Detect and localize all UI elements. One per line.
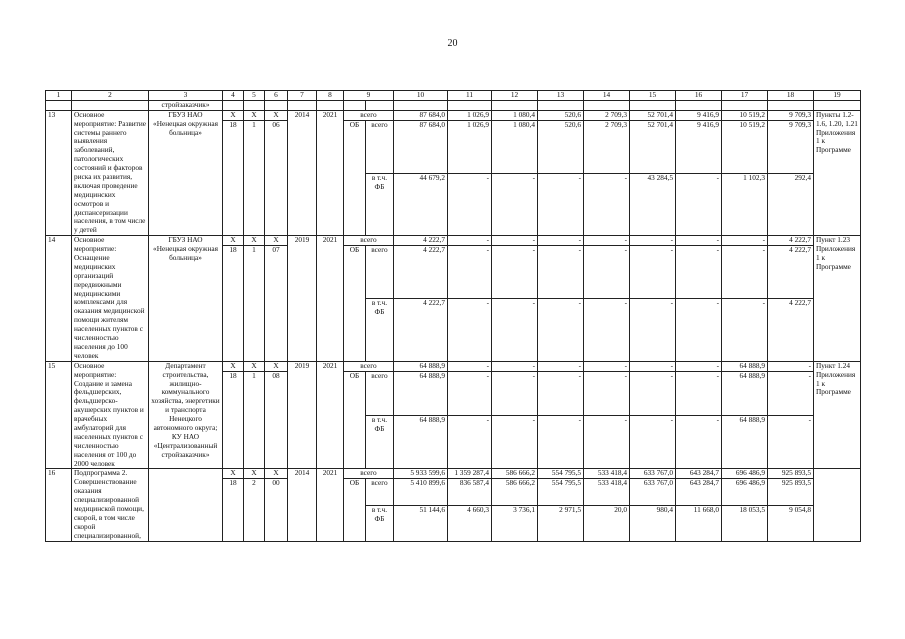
amount-cell: 52 701,4	[630, 110, 676, 120]
amount-cell: 9 709,3	[768, 120, 814, 173]
end-year: 2021	[317, 236, 344, 361]
start-year: 2019	[288, 361, 317, 469]
amount-cell: 64 888,9	[722, 361, 768, 371]
code-cell: 1	[244, 246, 265, 362]
amount-cell: -	[538, 299, 584, 361]
amount-cell: -	[630, 361, 676, 371]
empty-cell	[366, 100, 394, 110]
funding-source: ОБ	[344, 120, 366, 236]
amount-cell: 4 222,7	[768, 236, 814, 246]
amount-cell: -	[630, 246, 676, 299]
column-number: 11	[448, 91, 492, 101]
code-cell: 06	[265, 120, 288, 236]
empty-cell	[538, 100, 584, 110]
start-year: 2014	[288, 469, 317, 541]
column-number: 15	[630, 91, 676, 101]
amount-cell: 980,4	[630, 505, 676, 541]
empty-cell	[72, 100, 149, 110]
empty-cell	[630, 100, 676, 110]
amount-cell: 633 767,0	[630, 469, 676, 479]
responsible-executor	[149, 469, 223, 541]
amount-cell: -	[584, 174, 630, 236]
amount-cell: -	[630, 299, 676, 361]
column-number: 13	[538, 91, 584, 101]
funding-kind: всего	[344, 236, 394, 246]
amount-cell: 52 701,4	[630, 120, 676, 173]
amount-cell: -	[448, 174, 492, 236]
amount-cell: -	[492, 236, 538, 246]
row-number: 14	[46, 236, 72, 361]
measure-name: Подпрограмма 2. Совершенствование оказания специализированной медицинской помощи, скорой, в том числе скорой специализированной,	[72, 469, 149, 541]
amount-cell: 18 053,5	[722, 505, 768, 541]
amount-cell: 1 026,9	[448, 120, 492, 173]
amount-cell: -	[492, 416, 538, 469]
code-cell: Х	[223, 469, 244, 479]
amount-cell: 2 971,5	[538, 505, 584, 541]
end-year: 2021	[317, 361, 344, 469]
amount-cell: 554 795,5	[538, 469, 584, 479]
code-cell: 08	[265, 371, 288, 469]
code-cell: 00	[265, 479, 288, 541]
end-year: 2021	[317, 469, 344, 541]
amount-cell: -	[676, 174, 722, 236]
note-cell	[814, 469, 861, 541]
page-number: 20	[447, 38, 458, 49]
amount-cell: -	[722, 236, 768, 246]
funding-kind: всего	[344, 469, 394, 479]
amount-cell: 1 359 287,4	[448, 469, 492, 479]
program-table	[45, 90, 861, 542]
amount-cell: 4 222,7	[394, 236, 448, 246]
table-body	[46, 91, 861, 542]
amount-cell: 64 888,9	[394, 416, 448, 469]
amount-cell: 4 222,7	[394, 299, 448, 361]
funding-source: ОБ	[344, 371, 366, 469]
amount-cell: 10 519,2	[722, 110, 768, 120]
code-cell: 1	[244, 120, 265, 236]
table-row	[46, 236, 861, 246]
amount-cell: 533 418,4	[584, 469, 630, 479]
start-year: 2014	[288, 110, 317, 235]
funding-kind: всего	[366, 479, 394, 506]
amount-cell: -	[448, 416, 492, 469]
amount-cell: 2 709,3	[584, 120, 630, 173]
table-row	[46, 469, 861, 479]
amount-cell: 44 679,2	[394, 174, 448, 236]
end-year: 2021	[317, 110, 344, 235]
column-number: 7	[288, 91, 317, 101]
amount-cell: -	[492, 371, 538, 415]
carryover-row	[46, 100, 861, 110]
empty-cell	[676, 100, 722, 110]
amount-cell: 520,6	[538, 120, 584, 173]
amount-cell: -	[676, 246, 722, 299]
note-cell: Пункты 1.2-1.6, 1.20, 1.21 Приложения 1 к Программе	[814, 110, 861, 235]
amount-cell: 696 486,9	[722, 469, 768, 479]
amount-cell: 5 410 899,6	[394, 479, 448, 506]
amount-cell: 9 416,9	[676, 110, 722, 120]
code-cell: Х	[265, 361, 288, 371]
amount-cell: -	[630, 236, 676, 246]
code-cell: 07	[265, 246, 288, 362]
code-cell: Х	[244, 361, 265, 371]
code-cell: Х	[223, 110, 244, 120]
amount-cell: 925 893,5	[768, 479, 814, 506]
amount-cell: -	[492, 246, 538, 299]
funding-kind: в т.ч. ФБ	[366, 416, 394, 469]
amount-cell: 1 026,9	[448, 110, 492, 120]
code-cell: Х	[244, 469, 265, 479]
measure-name: Основное мероприятие: Создание и замена фельдшерских, фельдшерско-акушерских пунктов и врачебных амбулаторий для населенных пунктов с численностью населения от 100 до 2000 человек	[72, 361, 149, 469]
amount-cell: -	[538, 361, 584, 371]
note-cell: Пункт 1.23 Приложения 1 к Программе	[814, 236, 861, 361]
amount-cell: 586 666,2	[492, 479, 538, 506]
column-number: 6	[265, 91, 288, 101]
amount-cell: 87 684,0	[394, 120, 448, 173]
amount-cell: -	[676, 299, 722, 361]
amount-cell: 643 284,7	[676, 469, 722, 479]
empty-cell	[288, 100, 317, 110]
amount-cell: 836 587,4	[448, 479, 492, 506]
amount-cell: -	[630, 371, 676, 415]
empty-cell	[492, 100, 538, 110]
column-number: 2	[72, 91, 149, 101]
amount-cell: 643 284,7	[676, 479, 722, 506]
amount-cell: 696 486,9	[722, 479, 768, 506]
empty-cell	[223, 100, 244, 110]
amount-cell: -	[538, 174, 584, 236]
amount-cell: -	[722, 299, 768, 361]
row-number: 15	[46, 361, 72, 469]
amount-cell: -	[584, 236, 630, 246]
funding-kind: всего	[366, 120, 394, 173]
code-cell: 1	[244, 371, 265, 469]
amount-cell: 64 888,9	[394, 361, 448, 371]
column-number: 19	[814, 91, 861, 101]
amount-cell: 586 666,2	[492, 469, 538, 479]
empty-cell	[317, 100, 344, 110]
column-number: 5	[244, 91, 265, 101]
funding-kind: в т.ч. ФБ	[366, 174, 394, 236]
amount-cell: 4 222,7	[768, 299, 814, 361]
column-number: 14	[584, 91, 630, 101]
empty-cell	[768, 100, 814, 110]
code-cell: 18	[223, 479, 244, 541]
column-number: 12	[492, 91, 538, 101]
amount-cell: -	[768, 416, 814, 469]
amount-cell: 5 933 599,6	[394, 469, 448, 479]
amount-cell: -	[584, 416, 630, 469]
amount-cell: 925 893,5	[768, 469, 814, 479]
responsible-executor: ГБУЗ НАО «Ненецкая окружная больница»	[149, 236, 223, 361]
responsible-executor: ГБУЗ НАО «Ненецкая окружная больница»	[149, 110, 223, 235]
amount-cell: -	[676, 416, 722, 469]
code-cell: 18	[223, 371, 244, 469]
empty-cell	[394, 100, 448, 110]
amount-cell: 4 222,7	[394, 246, 448, 299]
empty-cell	[244, 100, 265, 110]
amount-cell: -	[538, 371, 584, 415]
amount-cell: 1 080,4	[492, 120, 538, 173]
amount-cell: 3 736,1	[492, 505, 538, 541]
funding-kind: всего	[344, 110, 394, 120]
amount-cell: 292,4	[768, 174, 814, 236]
column-number: 18	[768, 91, 814, 101]
carryover-cell: стройзаказчик»	[149, 100, 223, 110]
amount-cell: 4 660,3	[448, 505, 492, 541]
code-cell: Х	[265, 110, 288, 120]
note-cell: Пункт 1.24 Приложения 1 к Программе	[814, 361, 861, 469]
amount-cell: -	[584, 371, 630, 415]
measure-name: Основное мероприятие: Оснащение медицинских организаций передвижными медицинскими комплексами для оказания медицинской помощи жителям населенных пунктов с численностью населения до 100 человек	[72, 236, 149, 361]
funding-kind: всего	[366, 246, 394, 299]
amount-cell: 11 668,0	[676, 505, 722, 541]
amount-cell: 64 888,9	[394, 371, 448, 415]
empty-cell	[46, 100, 72, 110]
column-number: 4	[223, 91, 244, 101]
code-cell: Х	[223, 361, 244, 371]
amount-cell: 9 054,8	[768, 505, 814, 541]
column-number: 8	[317, 91, 344, 101]
column-number: 16	[676, 91, 722, 101]
amount-cell: 1 080,4	[492, 110, 538, 120]
amount-cell: -	[448, 371, 492, 415]
table-row	[46, 110, 861, 120]
code-cell: Х	[223, 236, 244, 246]
column-number: 17	[722, 91, 768, 101]
start-year: 2019	[288, 236, 317, 361]
amount-cell: 64 888,9	[722, 416, 768, 469]
amount-cell: 51 144,6	[394, 505, 448, 541]
code-cell: 18	[223, 246, 244, 362]
responsible-executor: Департамент строительства, жилищно-коммунального хозяйства, энергетики и транспорта Ненецкого автономного округа; КУ НАО «Централизованный стройзаказчик»	[149, 361, 223, 469]
empty-cell	[722, 100, 768, 110]
amount-cell: 10 519,2	[722, 120, 768, 173]
amount-cell: 87 684,0	[394, 110, 448, 120]
amount-cell: -	[448, 299, 492, 361]
code-cell: Х	[244, 110, 265, 120]
row-number: 13	[46, 110, 72, 235]
amount-cell: -	[768, 371, 814, 415]
amount-cell: -	[492, 299, 538, 361]
empty-cell	[344, 100, 366, 110]
amount-cell: 554 795,5	[538, 479, 584, 506]
funding-kind: в т.ч. ФБ	[366, 299, 394, 361]
amount-cell: -	[492, 361, 538, 371]
amount-cell: -	[584, 361, 630, 371]
empty-cell	[584, 100, 630, 110]
code-cell: Х	[265, 469, 288, 479]
amount-cell: -	[538, 246, 584, 299]
header-row	[46, 91, 861, 101]
amount-cell: -	[538, 236, 584, 246]
amount-cell: -	[448, 361, 492, 371]
amount-cell: -	[538, 416, 584, 469]
table-row	[46, 361, 861, 371]
amount-cell: -	[630, 416, 676, 469]
amount-cell: 633 767,0	[630, 479, 676, 506]
funding-source: ОБ	[344, 479, 366, 541]
amount-cell: -	[448, 236, 492, 246]
funding-kind: всего	[344, 361, 394, 371]
amount-cell: 2 709,3	[584, 110, 630, 120]
amount-cell: 1 102,3	[722, 174, 768, 236]
column-number: 3	[149, 91, 223, 101]
code-cell: 2	[244, 479, 265, 541]
amount-cell: -	[584, 299, 630, 361]
empty-cell	[448, 100, 492, 110]
column-number: 9	[344, 91, 394, 101]
amount-cell: -	[448, 246, 492, 299]
code-cell: Х	[244, 236, 265, 246]
funding-kind: всего	[366, 371, 394, 415]
empty-cell	[265, 100, 288, 110]
column-number: 1	[46, 91, 72, 101]
amount-cell: 533 418,4	[584, 479, 630, 506]
amount-cell: 64 888,9	[722, 371, 768, 415]
empty-cell	[814, 100, 861, 110]
amount-cell: -	[768, 361, 814, 371]
code-cell: Х	[265, 236, 288, 246]
amount-cell: 520,6	[538, 110, 584, 120]
amount-cell: 20,0	[584, 505, 630, 541]
amount-cell: 9 709,3	[768, 110, 814, 120]
amount-cell: -	[676, 236, 722, 246]
measure-name: Основное мероприятие: Развитие системы раннего выявления заболеваний, патологических состояний и факторов риска их развития, включая проведение медицинских осмотров и диспансеризации населения, в том числе у детей	[72, 110, 149, 235]
amount-cell: -	[584, 246, 630, 299]
amount-cell: -	[722, 246, 768, 299]
amount-cell: -	[676, 361, 722, 371]
amount-cell: -	[492, 174, 538, 236]
funding-source: ОБ	[344, 246, 366, 362]
code-cell: 18	[223, 120, 244, 236]
amount-cell: 43 284,5	[630, 174, 676, 236]
amount-cell: -	[676, 371, 722, 415]
row-number: 16	[46, 469, 72, 541]
column-number: 10	[394, 91, 448, 101]
funding-kind: в т.ч. ФБ	[366, 505, 394, 541]
amount-cell: 4 222,7	[768, 246, 814, 299]
amount-cell: 9 416,9	[676, 120, 722, 173]
